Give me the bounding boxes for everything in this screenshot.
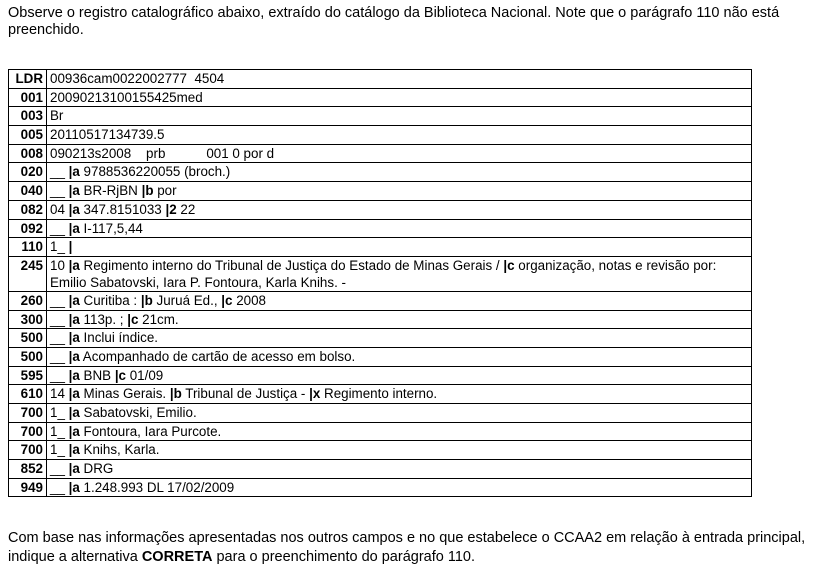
marc-field-tag: 082 bbox=[9, 200, 47, 219]
field-text: 01/09 bbox=[126, 367, 164, 383]
field-text: Knihs, Karla. bbox=[79, 442, 160, 458]
field-text: Sabatovski, Emilio. bbox=[79, 405, 197, 420]
marc-field-row bbox=[9, 163, 752, 182]
marc-field-tag: 852 bbox=[9, 460, 47, 479]
marc-field-tag: 003 bbox=[9, 107, 47, 126]
marc-field-value bbox=[47, 200, 752, 219]
marc-field-tag: 595 bbox=[9, 366, 47, 385]
marc-field-value bbox=[47, 385, 752, 404]
subfield-code: |a bbox=[68, 257, 80, 273]
subfield-code: |c bbox=[127, 311, 139, 327]
field-text: 1.248.993 DL 17/02/2009 bbox=[79, 479, 235, 495]
marc-field-row bbox=[9, 404, 752, 423]
field-text: __ bbox=[50, 311, 69, 327]
field-text: BNB bbox=[79, 367, 115, 383]
field-text: __ bbox=[50, 367, 69, 383]
marc-field-tag: 040 bbox=[9, 182, 47, 201]
marc-field-row bbox=[9, 310, 752, 329]
marc-field-tag: 300 bbox=[9, 310, 47, 329]
marc-field-value bbox=[47, 144, 752, 163]
marc-field-tag: 001 bbox=[9, 88, 47, 107]
field-text: __ bbox=[50, 292, 69, 308]
marc-field-row bbox=[9, 88, 752, 107]
question-text bbox=[8, 529, 838, 567]
marc-field-value bbox=[47, 126, 752, 145]
field-text: __ bbox=[50, 479, 69, 495]
field-text: 21cm. bbox=[138, 311, 179, 327]
subfield-code: |c bbox=[503, 257, 515, 273]
field-text: Acompanhado de cartão de acesso em bolso. bbox=[79, 348, 356, 364]
question-emphasis: CORRETA bbox=[141, 549, 213, 565]
marc-field-tag: 949 bbox=[9, 478, 47, 497]
field-text: __ bbox=[50, 348, 69, 364]
field-text: 1_ bbox=[50, 442, 69, 458]
field-text: 113p. ; bbox=[79, 311, 128, 327]
marc-field-value bbox=[47, 88, 752, 107]
marc-record-table bbox=[8, 69, 752, 497]
marc-field-value bbox=[47, 310, 752, 329]
marc-field-row bbox=[9, 385, 752, 404]
subfield-code: |a bbox=[68, 461, 80, 477]
field-text: BR-RjBN bbox=[79, 183, 142, 199]
marc-field-row bbox=[9, 329, 752, 348]
subfield-code: |a bbox=[68, 164, 80, 180]
field-text: 20110517134739.5 bbox=[50, 127, 165, 143]
marc-field-tag: 260 bbox=[9, 291, 47, 310]
field-text: Fontoura, Iara Purcote. bbox=[79, 423, 222, 439]
marc-field-row bbox=[9, 366, 752, 385]
subfield-code: | bbox=[68, 239, 73, 255]
marc-field-tag: 245 bbox=[9, 256, 47, 291]
field-text: organização, notas e revisão por: Emilio Sabatovski, Iara P. Fontoura, Karla Knihs. - bbox=[50, 257, 721, 290]
marc-field-row bbox=[9, 200, 752, 219]
marc-field-tag: 500 bbox=[9, 329, 47, 348]
marc-field-tag: 700 bbox=[9, 404, 47, 423]
field-text: 14 bbox=[50, 386, 69, 402]
field-text: Inclui índice. bbox=[79, 330, 158, 346]
marc-field-tag: 700 bbox=[9, 422, 47, 441]
field-text: 1_ bbox=[50, 405, 69, 420]
marc-field-value bbox=[47, 163, 752, 182]
field-text: __ bbox=[50, 183, 69, 199]
marc-field-row bbox=[9, 291, 752, 310]
subfield-code: |x bbox=[309, 386, 321, 402]
subfield-code: |b bbox=[141, 183, 154, 199]
subfield-code: |a bbox=[68, 386, 80, 402]
marc-field-value bbox=[47, 422, 752, 441]
field-text: Juruá Ed., bbox=[152, 292, 222, 308]
marc-field-row bbox=[9, 422, 752, 441]
marc-field-value bbox=[47, 460, 752, 479]
field-text: 10 bbox=[50, 257, 69, 273]
marc-field-value bbox=[47, 256, 752, 291]
marc-field-row bbox=[9, 460, 752, 479]
marc-field-tag: 005 bbox=[9, 126, 47, 145]
marc-field-row bbox=[9, 347, 752, 366]
question-part-1: Com base nas informações apresentadas nos outros campos e no que estabelece o CCAA2 em relação à entrada principal, indique a alternativa bbox=[8, 530, 806, 565]
marc-field-row bbox=[9, 478, 752, 497]
marc-record-body bbox=[9, 70, 752, 497]
marc-field-value bbox=[47, 70, 752, 89]
field-text: __ bbox=[50, 461, 69, 477]
field-text: 9788536220055 (broch.) bbox=[79, 164, 231, 180]
field-text: Regimento interno do Tribunal de Justiça do Estado de Minas Gerais / bbox=[79, 257, 504, 273]
field-text: 00936cam0022002777 4504 bbox=[50, 71, 225, 86]
subfield-code: |a bbox=[68, 405, 80, 420]
subfield-code: |a bbox=[68, 479, 80, 495]
subfield-code: |a bbox=[68, 220, 80, 236]
marc-field-tag: 092 bbox=[9, 219, 47, 238]
marc-field-value bbox=[47, 366, 752, 385]
field-text: 04 bbox=[50, 201, 69, 217]
subfield-code: |a bbox=[68, 442, 80, 458]
subfield-code: |c bbox=[221, 292, 233, 308]
marc-field-row bbox=[9, 107, 752, 126]
marc-field-value bbox=[47, 182, 752, 201]
field-text: __ bbox=[50, 220, 69, 236]
field-text: 1_ bbox=[50, 239, 69, 255]
marc-field-value bbox=[47, 441, 752, 460]
marc-field-value bbox=[47, 478, 752, 497]
marc-field-row bbox=[9, 182, 752, 201]
subfield-code: |a bbox=[68, 183, 80, 199]
subfield-code: |b bbox=[169, 386, 182, 402]
field-text: Regimento interno. bbox=[320, 386, 438, 402]
field-text: 347.8151033 bbox=[79, 201, 166, 217]
marc-field-row bbox=[9, 256, 752, 291]
intro-text: Observe o registro catalográfico abaixo, extraído do catálogo da Biblioteca Nacional. Note que o parágrafo 110 não está preenchido. bbox=[8, 5, 780, 38]
marc-field-tag: 020 bbox=[9, 163, 47, 182]
marc-field-row bbox=[9, 441, 752, 460]
field-text: 090213s2008 prb 001 0 por d bbox=[50, 145, 275, 161]
subfield-code: |2 bbox=[165, 201, 177, 217]
marc-field-row bbox=[9, 144, 752, 163]
field-text: I-117,5,44 bbox=[79, 220, 143, 236]
field-text: 20090213100155425med bbox=[50, 89, 203, 105]
field-text: 1_ bbox=[50, 423, 69, 439]
field-text: Br bbox=[50, 108, 64, 124]
field-text: 2008 bbox=[232, 292, 266, 308]
field-text: por bbox=[153, 183, 177, 199]
field-text: 22 bbox=[176, 201, 196, 217]
subfield-code: |a bbox=[68, 348, 80, 364]
subfield-code: |a bbox=[68, 423, 80, 439]
marc-field-value bbox=[47, 329, 752, 348]
subfield-code: |a bbox=[68, 311, 80, 327]
marc-field-tag: 700 bbox=[9, 441, 47, 460]
question-part-2: para o preenchimento do parágrafo 110. bbox=[212, 549, 475, 565]
field-text: Curitiba : bbox=[79, 292, 141, 308]
marc-field-value bbox=[47, 404, 752, 423]
subfield-code: |a bbox=[68, 367, 80, 383]
field-text: Minas Gerais. bbox=[79, 386, 170, 402]
field-text: DRG bbox=[79, 461, 114, 477]
field-text: __ bbox=[50, 164, 69, 180]
subfield-code: |b bbox=[140, 292, 153, 308]
subfield-code: |a bbox=[68, 292, 80, 308]
marc-field-row bbox=[9, 219, 752, 238]
marc-field-tag: 610 bbox=[9, 385, 47, 404]
marc-field-row bbox=[9, 70, 752, 89]
marc-field-value bbox=[47, 347, 752, 366]
marc-field-row bbox=[9, 126, 752, 145]
field-text: __ bbox=[50, 330, 69, 346]
marc-field-tag: 008 bbox=[9, 144, 47, 163]
subfield-code: |a bbox=[68, 201, 80, 217]
field-text: Tribunal de Justiça - bbox=[181, 386, 310, 402]
marc-field-value bbox=[47, 107, 752, 126]
marc-field-value bbox=[47, 291, 752, 310]
marc-field-tag: 110 bbox=[9, 238, 47, 257]
marc-field-value bbox=[47, 219, 752, 238]
marc-field-tag: LDR bbox=[9, 70, 47, 89]
subfield-code: |a bbox=[68, 330, 80, 346]
marc-field-value bbox=[47, 238, 752, 257]
subfield-code: |c bbox=[114, 367, 127, 383]
marc-field-tag: 500 bbox=[9, 347, 47, 366]
marc-field-row bbox=[9, 238, 752, 257]
